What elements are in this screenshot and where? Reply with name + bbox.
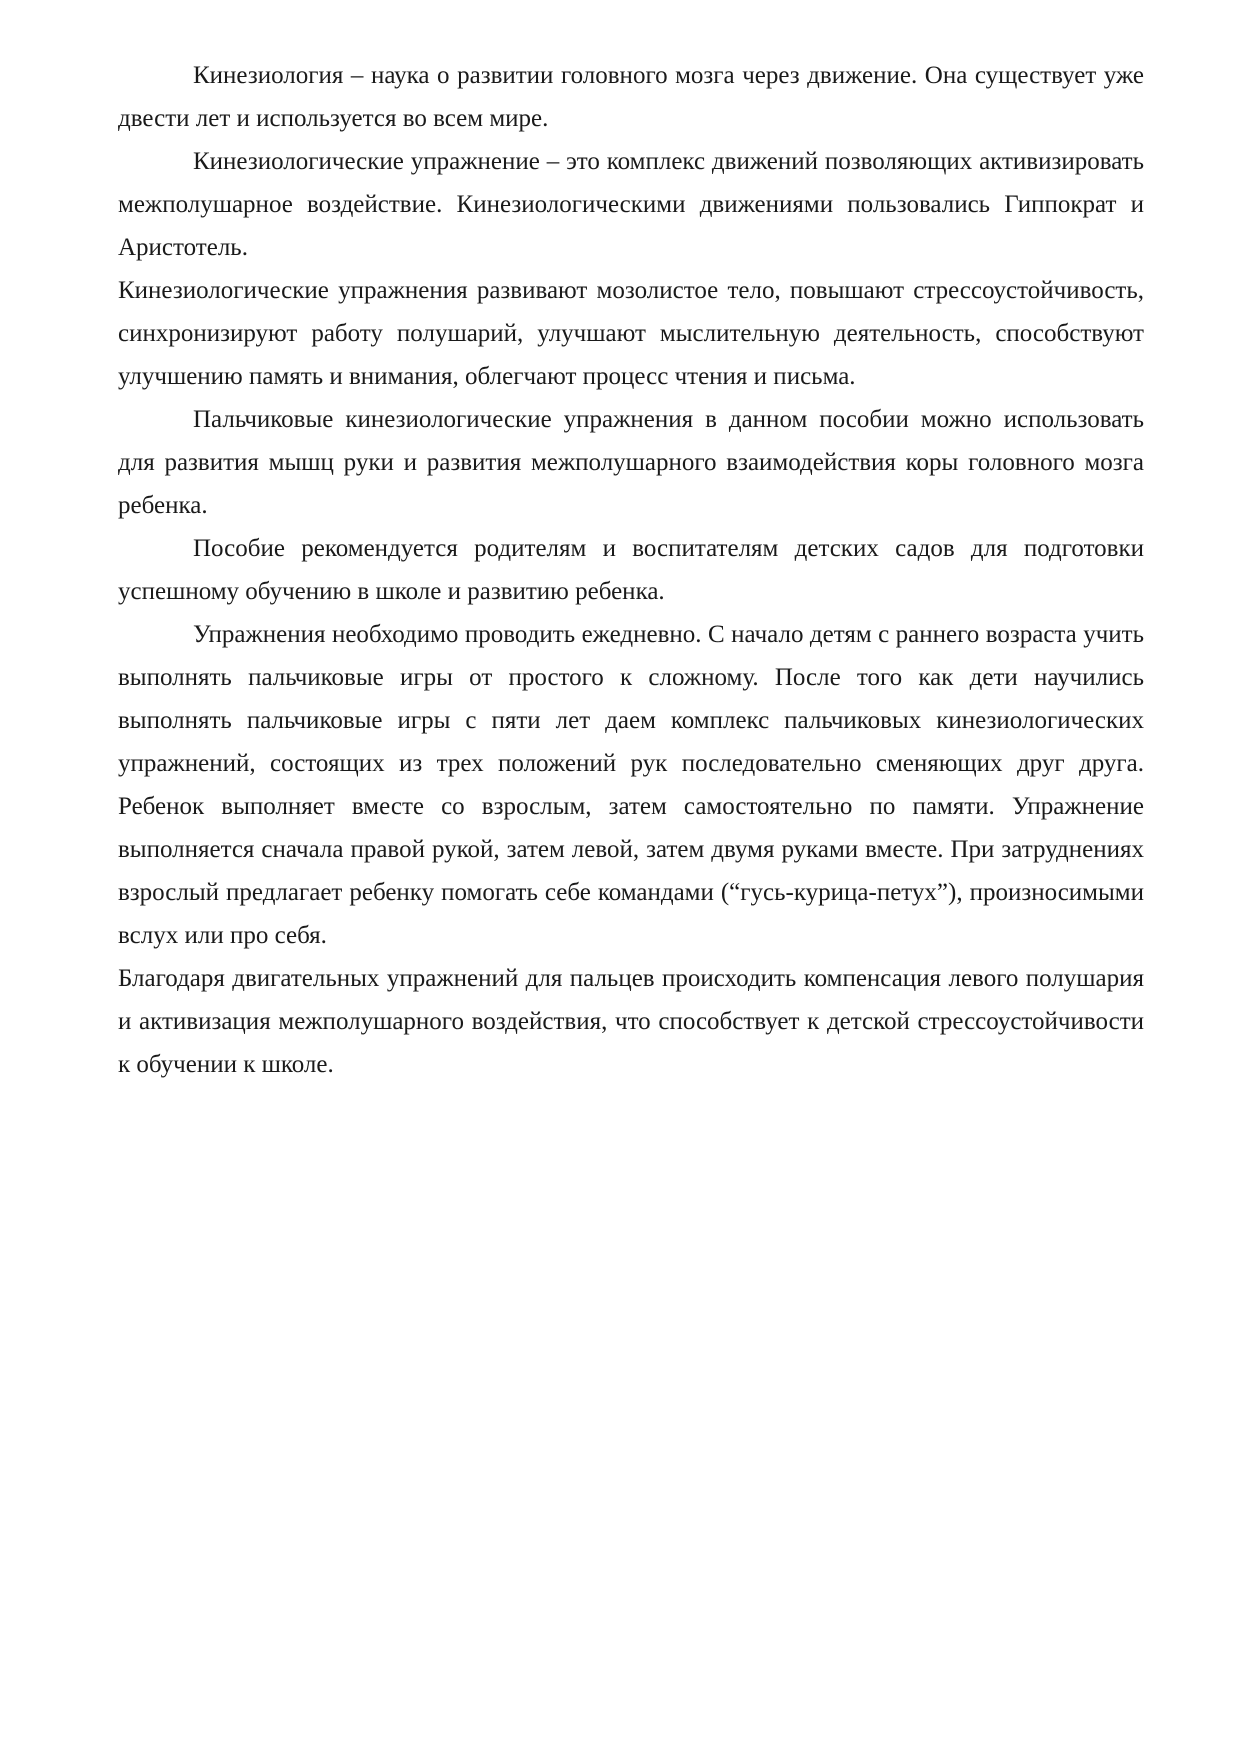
paragraph-conclusion: Благодаря двигательных упражнений для пальцев происходить компенсация левого полушария и активизация межполушарного воздействия, что способствует к детской стрессоустойчивости к обучении к школе. <box>118 965 1144 1078</box>
paragraph-kinesiology-exercises: Кинезиологические упражнение – это комплекс движений позволяющих активизировать межполушарное воздействие. Кинезиологическими движениями пользовались Гиппократ и Аристотель. <box>118 148 1144 261</box>
document-body <box>118 54 1144 1086</box>
paragraph-daily-practice: Упражнения необходимо проводить ежедневно. С начало детям с раннего возраста учить выполнять пальчиковые игры от простого к сложному. После того как дети научились выполнять пальчиковые игры с пяти лет даем комплекс пальчиковых кинезиологических упражнений, состоящих из трех положений рук последовательно сменяющих друг друга. Ребенок выполняет вместе со взрослым, затем самостоятельно по памяти. Упражнение выполняется сначала правой рукой, затем левой, затем двумя руками вместе. При затруднениях взрослый предлагает ребенку помогать себе командами (“гусь-курица-петух”), произносимыми вслух или про себя. <box>118 621 1144 949</box>
paragraph-exercise-benefits: Кинезиологические упражнения развивают мозолистое тело, повышают стрессоустойчивость, синхронизируют работу полушарий, улучшают мыслительную деятельность, способствуют улучшению память и внимания, облегчают процесс чтения и письма. <box>118 277 1144 390</box>
paragraph-finger-exercises: Пальчиковые кинезиологические упражнения в данном пособии можно использовать для развития мышц руки и развития межполушарного взаимодействия коры головного мозга ребенка. <box>118 406 1144 519</box>
paragraph-audience: Пособие рекомендуется родителям и воспитателям детских садов для подготовки успешному обучению в школе и развитию ребенка. <box>118 535 1144 605</box>
paragraph-kinesiology-definition: Кинезиология – наука о развитии головного мозга через движение. Она существует уже двести лет и используется во всем мире. <box>118 62 1144 132</box>
